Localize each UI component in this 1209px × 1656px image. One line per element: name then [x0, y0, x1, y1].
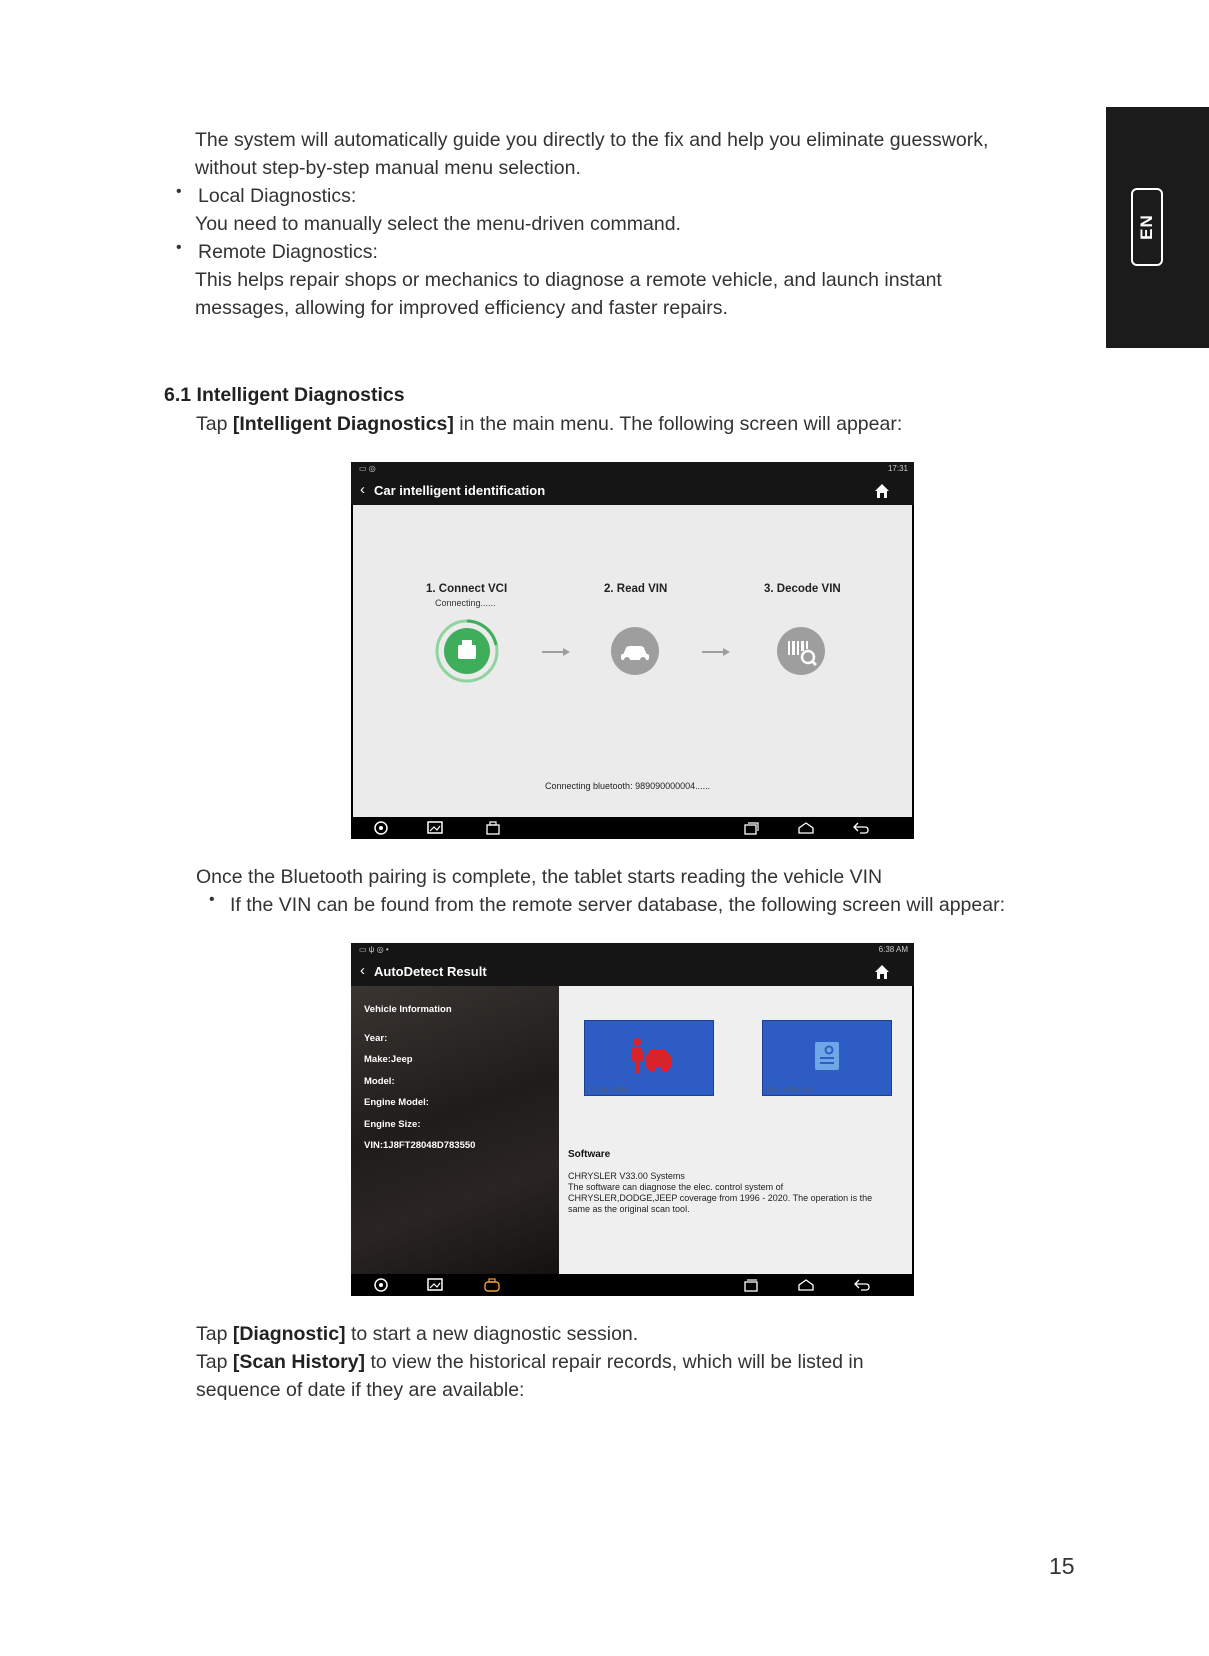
- status-icons-left: ▭ ◎: [359, 464, 376, 473]
- back-nav-icon[interactable]: [853, 1277, 871, 1293]
- title-bar: [351, 957, 914, 986]
- language-pill: [1131, 188, 1163, 266]
- vehicle-engine-size: Engine Size:: [364, 1119, 421, 1130]
- arrow-right-icon: [702, 651, 724, 653]
- language-tab: [1106, 107, 1209, 348]
- screen-title: AutoDetect Result: [374, 964, 487, 979]
- vehicle-model: Model:: [364, 1076, 395, 1087]
- tap-scan-history-text: Tap [Scan History] to view the historical repair records, which will be listed in: [196, 1351, 864, 1373]
- steering-wheel-icon[interactable]: [372, 1277, 390, 1293]
- local-diagnostics-title: Local Diagnostics:: [198, 185, 357, 207]
- screenshot-icon[interactable]: [426, 820, 444, 836]
- recent-apps-icon[interactable]: [742, 820, 760, 836]
- software-heading: Software: [568, 1149, 611, 1160]
- status-time: 6:38 AM: [878, 945, 908, 954]
- language-label: EN: [1137, 214, 1156, 240]
- car-icon: [611, 627, 659, 675]
- home-icon[interactable]: [874, 483, 890, 499]
- diagnostic-tile[interactable]: [584, 1020, 714, 1096]
- vehicle-engine-model: Engine Model:: [364, 1097, 429, 1108]
- intelligent-diagnostics-ref: [Intelligent Diagnostics]: [232, 413, 454, 435]
- tap-diagnostic-text: Tap [Diagnostic] to start a new diagnostic session.: [196, 1323, 639, 1345]
- remote-diagnostics-desc-1: This helps repair shops or mechanics to diagnose a remote vehicle, and launch instant: [195, 269, 942, 291]
- vehicle-info-heading: Vehicle Information: [364, 1004, 452, 1015]
- status-time: 17:31: [887, 464, 908, 473]
- software-line-4: same as the original scan tool.: [568, 1204, 690, 1214]
- bullet-dot: •: [176, 183, 182, 200]
- software-line-1: CHRYSLER V33.00 Systems: [568, 1171, 685, 1181]
- section-title: 6.1 Intelligent Diagnostics: [164, 384, 405, 406]
- status-icons-left: ▭ ψ ◎ •: [359, 945, 389, 954]
- bluetooth-complete-text: Once the Bluetooth pairing is complete, the tablet starts reading the vehicle VIN: [196, 866, 883, 888]
- result-panel: [559, 986, 912, 1274]
- nav-bar: [351, 1274, 914, 1296]
- vci-icon[interactable]: [484, 820, 502, 836]
- back-chevron-icon[interactable]: ‹: [360, 962, 365, 979]
- remote-diagnostics-desc-2: messages, allowing for improved efficiency and faster repairs.: [195, 297, 728, 319]
- scan-history-ref: [Scan History]: [232, 1351, 366, 1373]
- sequence-of-date-text: sequence of date if they are available:: [196, 1379, 525, 1401]
- title-bar: [351, 476, 914, 505]
- home-icon[interactable]: [874, 964, 890, 980]
- mechanic-car-icon: [627, 1035, 673, 1075]
- scan-history-tile-label: Scan History: [766, 1084, 815, 1094]
- vci-icon[interactable]: [483, 1277, 501, 1293]
- remote-diagnostics-title: Remote Diagnostics:: [198, 241, 378, 263]
- step-decode-vin: 3. Decode VIN: [764, 583, 841, 595]
- nav-bar: [351, 817, 914, 839]
- back-chevron-icon[interactable]: ‹: [360, 481, 365, 498]
- screenshot-car-identification: [351, 462, 914, 839]
- vehicle-vin: VIN:1J8FT28048D783550: [364, 1140, 476, 1151]
- step-read-vin: 2. Read VIN: [604, 583, 668, 595]
- recent-apps-icon[interactable]: [742, 1277, 760, 1293]
- back-nav-icon[interactable]: [852, 820, 870, 836]
- step-connect-vci: 1. Connect VCI: [426, 583, 508, 595]
- intro-line-1: The system will automatically guide you directly to the fix and help you eliminate guesswork,: [195, 129, 989, 151]
- step-connect-vci-status: Connecting......: [435, 598, 496, 608]
- bullet-dot: •: [209, 891, 215, 908]
- document-icon: [813, 1040, 841, 1072]
- status-bar: [351, 462, 914, 476]
- status-bar: [351, 943, 914, 957]
- vehicle-make: Make:Jeep: [364, 1054, 413, 1065]
- barcode-search-icon: [777, 627, 825, 675]
- screenshot-autodetect-result: [351, 943, 914, 1296]
- vin-found-text: If the VIN can be found from the remote server database, the following screen will appear:: [230, 894, 1006, 916]
- local-diagnostics-desc: You need to manually select the menu-driven command.: [195, 213, 681, 235]
- vci-connecting-icon: [433, 617, 501, 685]
- software-line-2: The software can diagnose the elec. control system of: [568, 1182, 784, 1192]
- diagnostic-ref: [Diagnostic]: [232, 1323, 346, 1345]
- steering-wheel-icon[interactable]: [372, 820, 390, 836]
- identification-body: [353, 505, 912, 817]
- arrow-right-icon: [542, 651, 564, 653]
- page-number: 15: [1049, 1553, 1075, 1579]
- vehicle-info-panel: [351, 986, 559, 1274]
- home-nav-icon[interactable]: [797, 820, 815, 836]
- section-instruction: Tap [Intelligent Diagnostics] in the main menu. The following screen will appear:: [196, 413, 903, 435]
- software-line-3: CHRYSLER,DODGE,JEEP coverage from 1996 - 2020. The operation is the: [568, 1193, 873, 1203]
- screenshot-icon[interactable]: [426, 1277, 444, 1293]
- connecting-bluetooth-text: Connecting bluetooth: 989090000004......: [545, 781, 711, 791]
- bullet-dot: •: [176, 239, 182, 256]
- intro-line-2: without step-by-step manual menu selection.: [195, 157, 581, 179]
- scan-history-tile[interactable]: [762, 1020, 892, 1096]
- screen-title: Car intelligent identification: [374, 483, 546, 498]
- vehicle-year: Year:: [364, 1033, 388, 1044]
- home-nav-icon[interactable]: [797, 1277, 815, 1293]
- diagnostic-tile-label: Diagnostic: [588, 1084, 628, 1094]
